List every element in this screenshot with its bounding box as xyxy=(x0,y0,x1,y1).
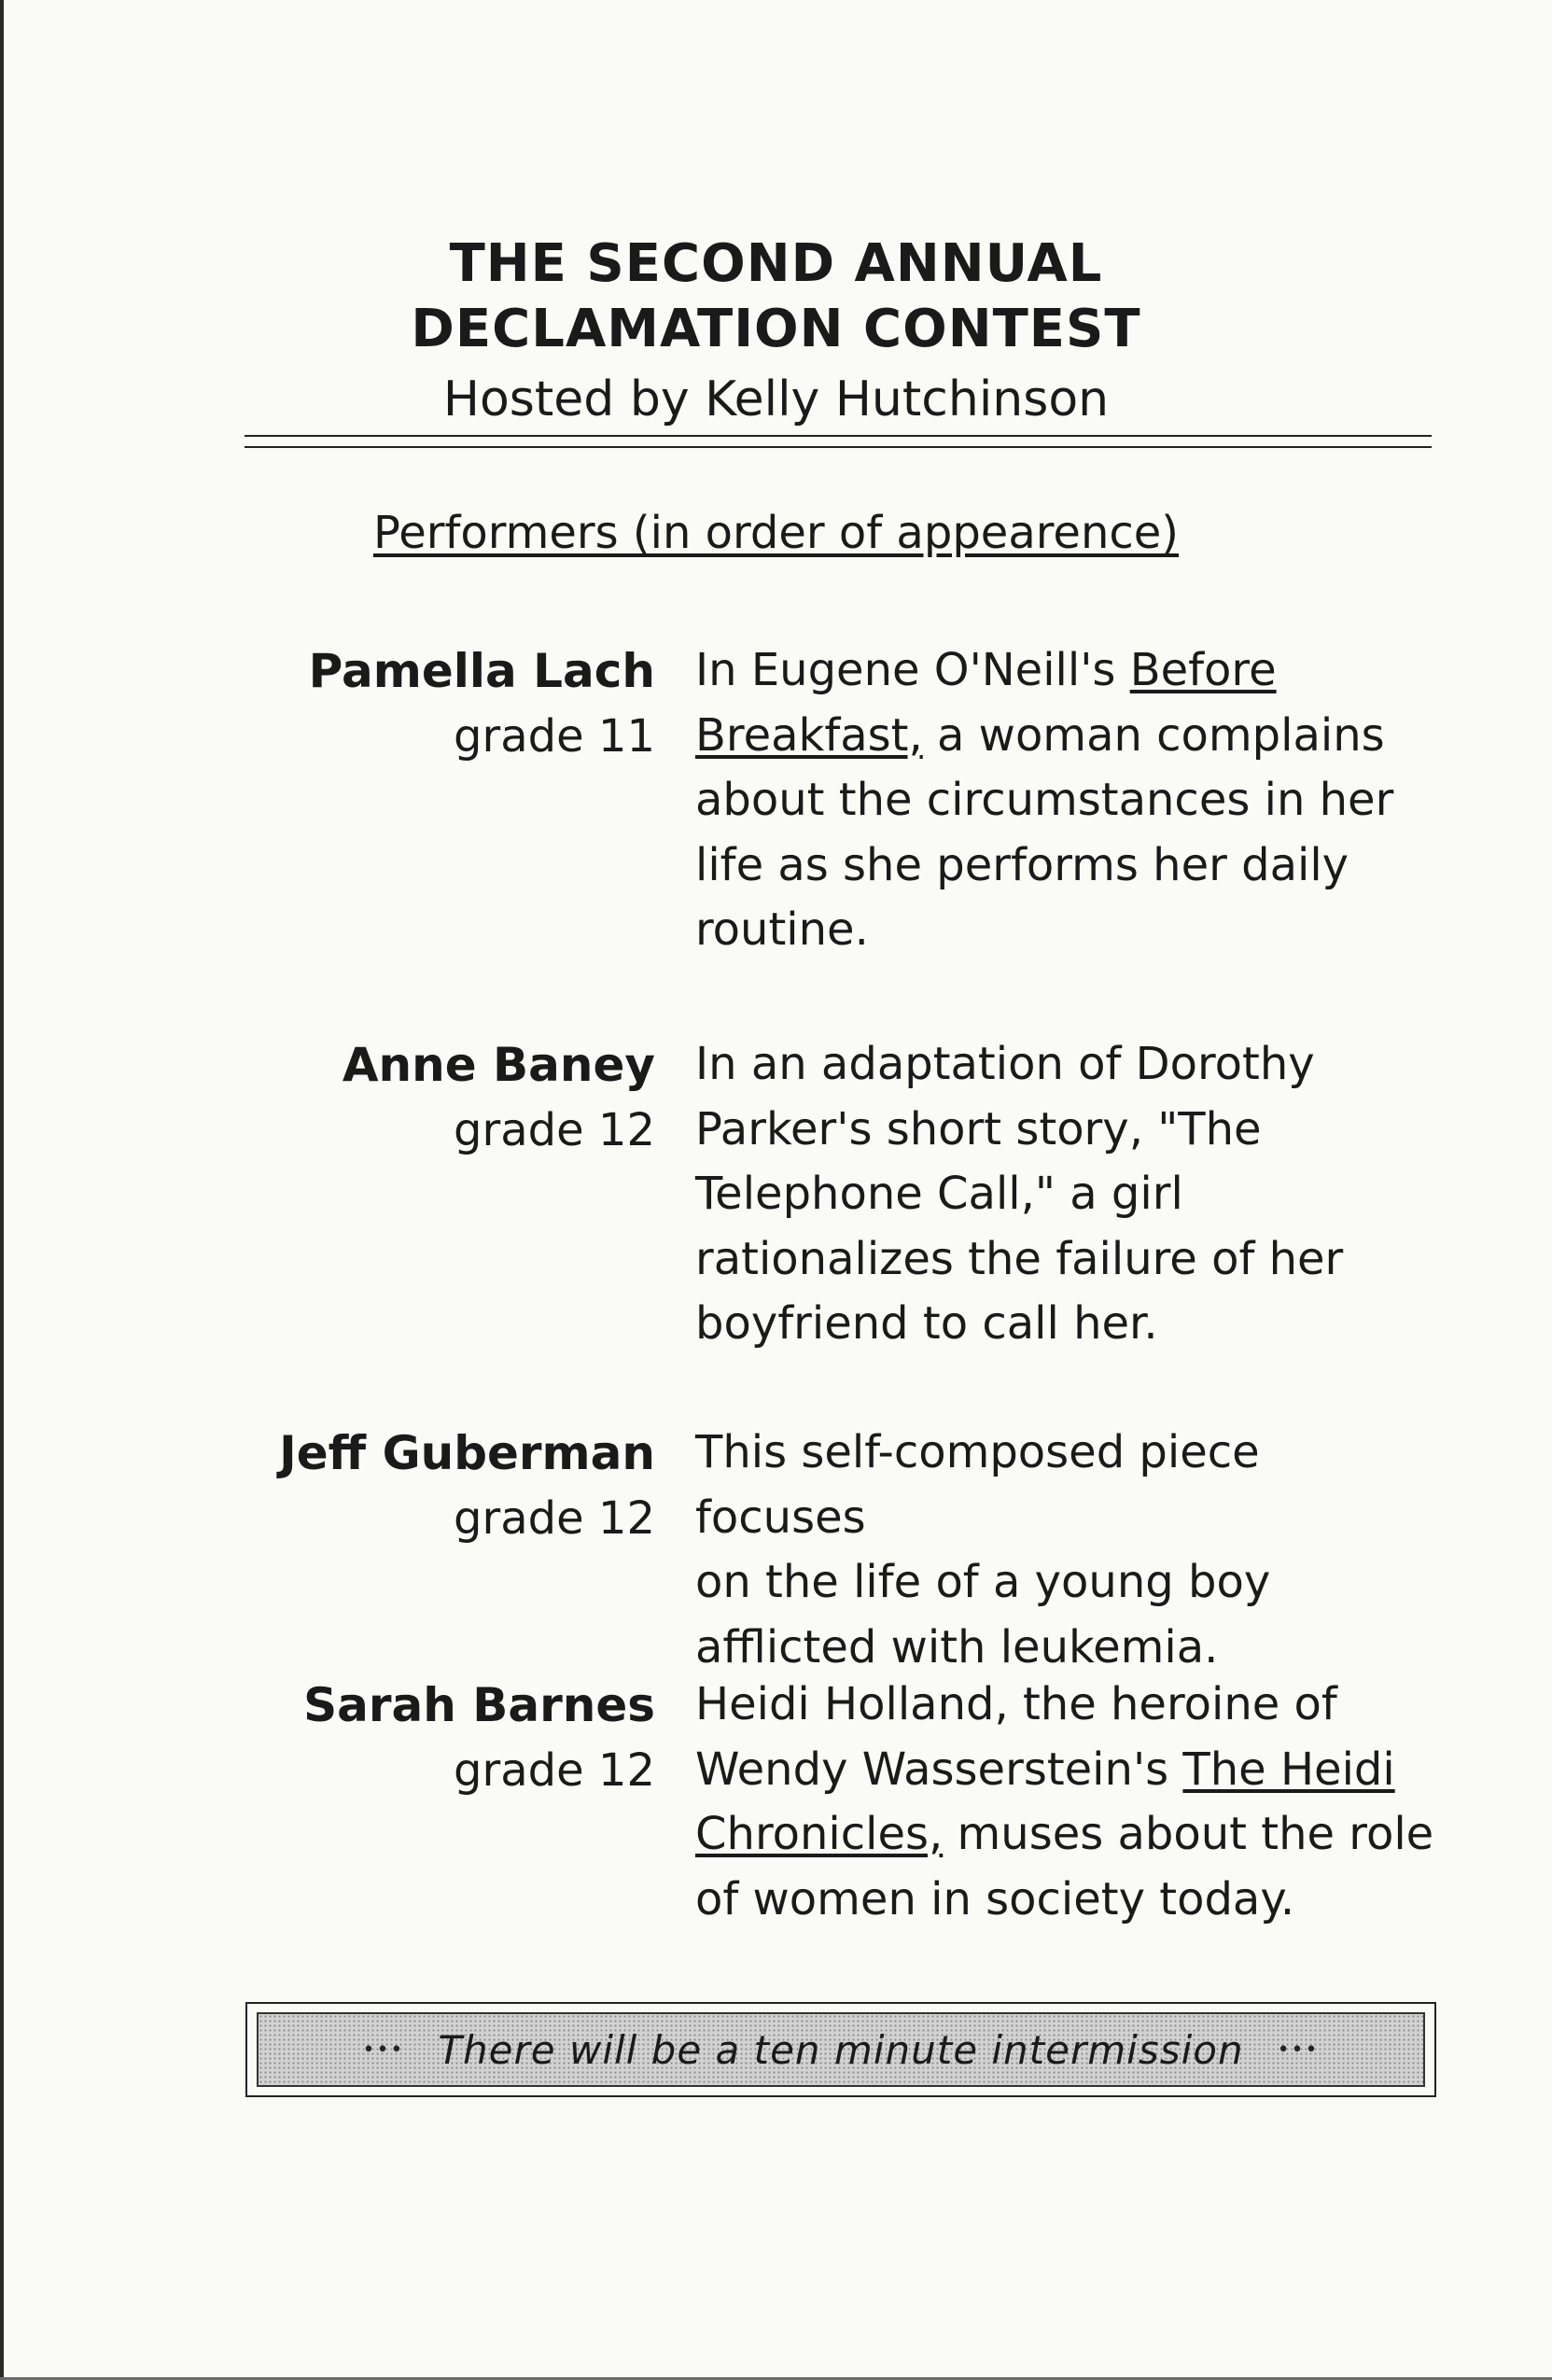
header-rule xyxy=(245,435,1432,437)
desc-line: rationalizes the failure of her xyxy=(695,1232,1344,1285)
performer-name: Pamella Lach xyxy=(308,644,655,698)
desc-text: In Eugene O'Neill's xyxy=(695,644,1130,696)
performer-info xyxy=(303,1673,655,1803)
performer-info xyxy=(343,1032,655,1163)
desc-line: Heidi Holland, the heroine of xyxy=(695,1678,1337,1730)
intermission-text: There will be a ten minute intermission xyxy=(438,2026,1244,2073)
work-title: Before xyxy=(1129,644,1277,696)
desc-line: afflicted with leukemia. xyxy=(695,1620,1219,1673)
program-title-line-2: DECLAMATION CONTEST xyxy=(411,299,1141,359)
desc-line: routine. xyxy=(695,903,869,956)
work-title: The Heidi xyxy=(1182,1743,1395,1796)
performer-grade: grade 12 xyxy=(454,1744,655,1797)
performer-description xyxy=(695,1673,1442,1932)
performer-grade: grade 12 xyxy=(454,1492,655,1545)
work-title: Chronicles, xyxy=(695,1808,944,1860)
performer-grade: grade 12 xyxy=(454,1104,655,1156)
performer-name: Sarah Barnes xyxy=(303,1678,655,1732)
desc-text: a woman complains xyxy=(922,708,1385,762)
desc-text: Wendy Wasserstein's xyxy=(695,1743,1183,1796)
intermission-panel xyxy=(257,2012,1425,2087)
performer-info xyxy=(309,638,655,769)
performer-description xyxy=(695,1421,1442,1680)
desc-line: Telephone Call," a girl xyxy=(695,1168,1183,1220)
program-title-line-1: THE SECOND ANNUAL xyxy=(449,233,1103,294)
performer-name: Jeff Guberman xyxy=(279,1426,655,1480)
performers-heading: Performers (in order of appearence) xyxy=(372,507,1180,559)
desc-line: on the life of a young boy xyxy=(695,1556,1271,1608)
performer-description xyxy=(695,1032,1442,1357)
performer-info xyxy=(279,1421,655,1551)
bullet-ornament-icon: ••• xyxy=(362,2037,405,2062)
performer-name: Anne Baney xyxy=(342,1038,655,1092)
work-title: Breakfast, xyxy=(695,708,923,762)
desc-line: about the circumstances in her xyxy=(695,774,1394,826)
performer-description xyxy=(695,638,1442,963)
host-line: Hosted by Kelly Hutchinson xyxy=(442,371,1110,427)
intermission-banner xyxy=(245,2002,1436,2097)
desc-line: life as she performs her daily xyxy=(695,838,1349,891)
header-rule xyxy=(245,446,1432,448)
desc-line: In an adaptation of Dorothy xyxy=(695,1038,1315,1090)
desc-line: boyfriend to call her. xyxy=(695,1297,1158,1350)
desc-line: of women in society today. xyxy=(695,1872,1295,1925)
desc-line: This self-composed piece focuses xyxy=(695,1426,1260,1544)
desc-line: Parker's short story, "The xyxy=(695,1102,1262,1155)
performer-grade: grade 11 xyxy=(454,710,655,763)
bullet-ornament-icon: ••• xyxy=(1277,2037,1320,2062)
desc-text: muses about the role xyxy=(943,1808,1434,1860)
